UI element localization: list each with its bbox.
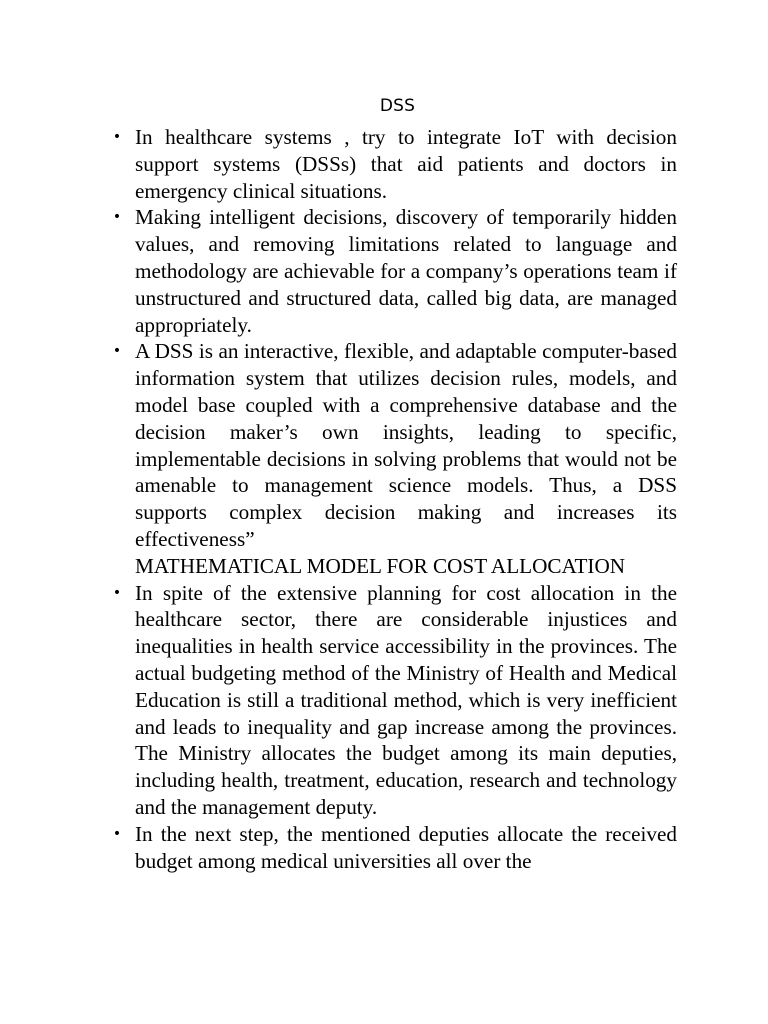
section-heading: MATHEMATICAL MODEL FOR COST ALLOCATION: [135, 553, 626, 578]
bullet-text: A DSS is an interactive, flexible, and adaptable computer-based information system that utilizes decision rules, models, and model base coupled with a comprehensive database and the decision maker’s own insights, leading to specific, implementable decisions in solving problems that would not be amenable to management science models. Thus, a DSS supports complex decision making and increases its effectiveness”: [135, 339, 677, 551]
bullet-text: In the next step, the mentioned deputies allocate the received budget among medical universities all over the: [135, 821, 677, 873]
bullet-item-iot-dss: [112, 124, 677, 204]
page-title: DSS: [379, 96, 416, 116]
bullet-icon: •: [112, 825, 122, 842]
bullet-item-cost-allocation: [112, 580, 677, 821]
bullet-icon: •: [112, 129, 122, 145]
bullet-text: Making intelligent decisions, discovery of temporarily hidden values, and removing limitations related to language and methodology are achievable for a company’s operations team if unstructured and structured data, called big data, are managed appropriately.: [135, 205, 677, 337]
bullet-item-dss-definition: [112, 338, 677, 552]
bullet-item-big-data: [112, 204, 677, 338]
bullet-text: In spite of the extensive planning for cost allocation in the healthcare sector, there are considerable injustices and inequalities in health service accessibility in the provinces. The actual budgeting method of the Ministry of Health and Medical Education is still a traditional method, which is very inefficient and leads to inequality and gap increase among the provinces. The Ministry allocates the budget among its main deputies, including health, treatment, education, research and technology and the management deputy.: [135, 580, 677, 819]
bullet-icon: •: [112, 584, 122, 601]
bullet-text: In healthcare systems , try to integrate IoT with decision support systems (DSSs) that aid patients and doctors in emergency clinical situations.: [135, 125, 677, 203]
bullet-icon: •: [112, 343, 122, 360]
bullet-item-next-step: [112, 821, 677, 875]
bullet-icon: •: [112, 209, 122, 226]
document-body: [112, 124, 677, 874]
